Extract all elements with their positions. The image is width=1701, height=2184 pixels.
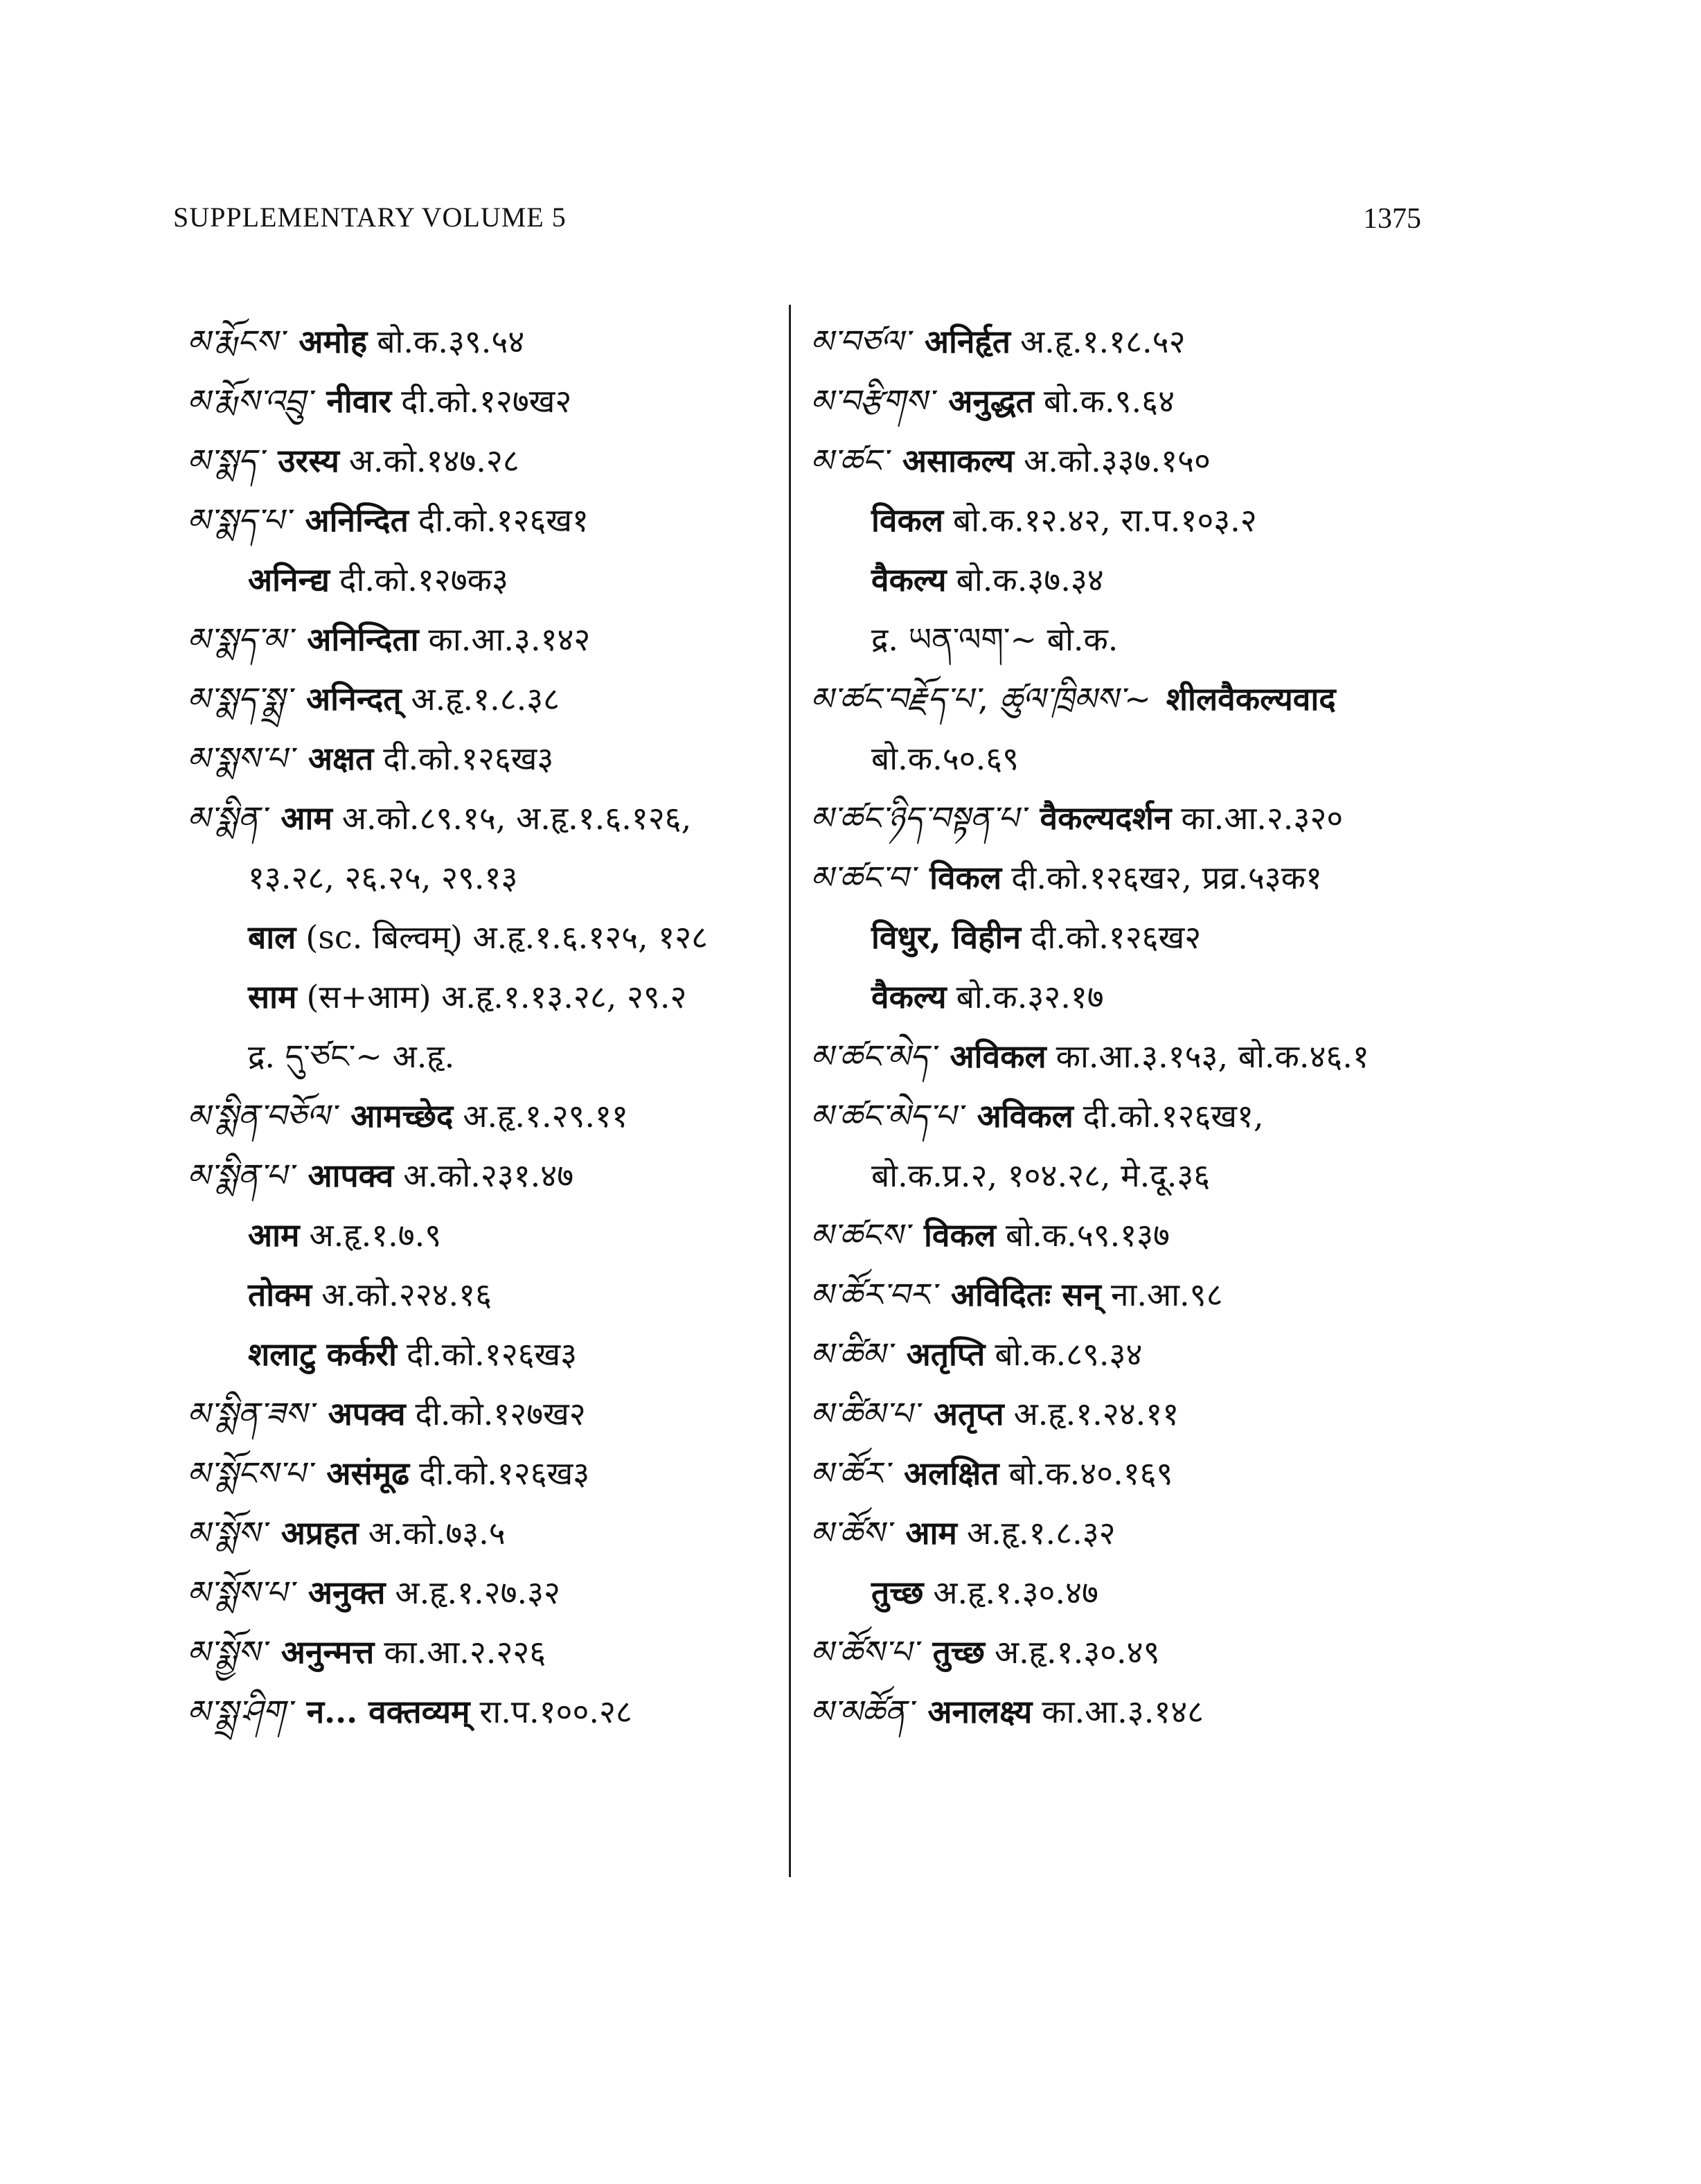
tibetan-headword: མ་སྨད་པ་ [187,501,290,539]
source-reference: दी.को.१२६ख३ [419,1455,590,1492]
source-reference: अ.हृ.१.२९.११ [463,1097,628,1135]
dictionary-entry [810,1205,1538,1265]
dictionary-entry [187,312,776,371]
tibetan-headword: མ་ཚང་བ་ [810,859,915,896]
dictionary-entry [187,1146,776,1205]
dictionary-entry [187,550,776,610]
see-also-marker: द्र. [871,621,909,658]
tibetan-headword: མ་ཚོས་པ་ [810,1633,918,1671]
tibetan-headword: མ་སྨོས་པ་ [187,1574,293,1611]
sanskrit-equivalent: वैकल्यदर्शन [1040,799,1172,837]
sanskrit-equivalent: आमच्छेद [350,1097,454,1135]
dictionary-entry [810,1563,1538,1622]
dictionary-entry [187,1622,776,1682]
dictionary-entry [810,610,1538,669]
dictionary-entry [810,1086,1538,1146]
source-reference: बो.क.८९.३४ [995,1335,1143,1373]
source-reference: १३.२८, २६.२५, २९.१३ [248,859,518,896]
left-column [187,312,776,1741]
sanskrit-equivalent: आपक्व [308,1157,394,1194]
source-reference: दी.को.१२७ख२ [415,1395,586,1432]
tibetan-headword: མ་རྨོས་འབྲུ་ [187,382,312,420]
source-reference: दी.को.१२६ख२, प्रव्र.५३क१ [1011,859,1322,896]
source-reference: अ.हृ.१.८.३२ [966,1514,1116,1552]
right-column [810,312,1538,1741]
tibetan-headword: མ་ཚོར་བར་ [810,1276,936,1313]
dictionary-entry [187,431,776,490]
dictionary-entry [810,669,1538,729]
source-reference: अ.को.१४७.२८ [348,442,519,479]
dictionary-entry [187,1265,776,1324]
tibetan-headword: མ་སྨྲ་ཤིག་ [187,1693,292,1730]
dictionary-entry [810,1622,1538,1682]
dictionary-entry [187,967,776,1027]
dictionary-entry [810,1503,1538,1563]
tibetan-headword: མ་སྨིན་པ་ [187,1157,293,1194]
dictionary-entry [187,371,776,431]
sanskrit-equivalent: आम [248,1216,300,1254]
dictionary-entry [810,1324,1538,1384]
source-reference: दी.को.१२६ख३ [406,1335,578,1373]
sanskrit-equivalent: वैकल्य [871,561,947,598]
page-number: 1375 [1363,203,1421,235]
dictionary-entry [187,729,776,788]
tibetan-headword: མ་ཚིམ་པ་ [810,1395,918,1432]
source-reference: दी.को.१२६ख१, [1083,1097,1264,1135]
source-reference: का.आ.३.१५३, बो.क.४६.१ [1056,1038,1369,1075]
dictionary-entry [810,788,1538,848]
sanskrit-equivalent: अपक्व [328,1395,406,1432]
source-reference: अ.हृ.१.३०.४९ [994,1633,1160,1671]
dictionary-entry [810,550,1538,610]
tibetan-headword: མ་ཚང་མེད་ [810,1038,935,1075]
sanskrit-equivalent: तोक्म [248,1276,312,1313]
dictionary-entry [810,907,1538,967]
dictionary-entry [187,1563,776,1622]
tibetan-headword: མ་ཚང་མེད་པ་ [810,1097,962,1135]
sanskrit-equivalent: न... वक्तव्यम् [306,1693,470,1730]
source-reference: बो.क.९.६४ [1043,382,1175,420]
tibetan-headword: མ་སྨོངས་པ་ [187,1455,312,1492]
tibetan-headword: མ་སྨད་མ་ [187,621,292,658]
tibetan-headword: མ་ཚིམ་ [810,1335,891,1373]
see-also-tibetan: དུ་ཙང་~ [285,1038,382,1075]
tibetan-headword: མ་སྨས་པ་ [187,740,293,777]
dictionary-entry [187,610,776,669]
tibetan-headword: མ་རྨོངས་ [187,323,284,360]
dictionary-entry [187,1086,776,1146]
sanskrit-equivalent: अविकल [977,1097,1074,1135]
source-reference: अ.हृ.१.७.९ [309,1216,442,1254]
source-reference: बो.क.१२.४२, रा.प.१०३.२ [953,501,1257,539]
sanskrit-equivalent: आम [905,1514,957,1552]
tibetan-headword: མ་བརྩིགས་ [810,382,934,420]
dictionary-entry [810,1384,1538,1444]
source-reference: का.आ.३.१४२ [428,621,591,658]
tibetan-headword: མ་མཚོན་ [810,1693,913,1730]
source-reference: बो.क.५९.१३७ [1005,1216,1170,1254]
source-reference: अ.को.७३.५ [368,1514,506,1552]
sanskrit-equivalent: तुच्छ [871,1574,924,1611]
sanskrit-equivalent: अप्रहत [280,1514,359,1552]
dictionary-entry [810,729,1538,788]
sanskrit-equivalent: अविकल [950,1038,1047,1075]
sanskrit-equivalent: नीवार [326,382,392,420]
source-reference: (स+आम) अ.हृ.१.१३.२८, २९.२ [306,978,687,1015]
source-reference: अ.हृ.१.२४.११ [1013,1395,1179,1432]
source-reference: दी.को.१२६ख२ [1030,918,1202,956]
running-header: SUPPLEMENTARY VOLUME 5 [173,202,567,233]
sanskrit-equivalent: विकल [871,501,944,539]
source-reference: बो.क.३९.५४ [377,323,525,360]
dictionary-entry [187,1503,776,1563]
dictionary-entry [810,1444,1538,1503]
source-reference: का.आ.२.२२६ [384,1633,546,1671]
dictionary-entry [187,1027,776,1086]
see-also-marker: द्र. [248,1038,285,1075]
sanskrit-equivalent: अनिर्हृत [924,323,1010,360]
sanskrit-equivalent: विकल [929,859,1002,896]
dictionary-entry [810,431,1538,490]
dictionary-entry [187,490,776,550]
sanskrit-equivalent: अनिन्दित [305,501,409,539]
dictionary-entry [810,848,1538,907]
sanskrit-equivalent: अतृप्त [933,1395,1004,1432]
source-reference: बो.क.५०.६९ [871,740,1019,777]
source-reference: (sc. बिल्वम्) अ.हृ.१.६.१२५, १२८ [305,918,709,956]
sanskrit-equivalent: विधुर, विहीन [871,918,1021,956]
source-reference: अ.हृ. [392,1038,455,1075]
sanskrit-equivalent: अनिन्दत् [306,680,402,718]
tibetan-headword: མ་སྨིན་བཅོལ་ [187,1097,336,1135]
sanskrit-equivalent: वैकल्य [871,978,947,1015]
sanskrit-equivalent: अतृप्ति [906,1335,986,1373]
tibetan-headword: མ་སྨིན་ཟས་ [187,1395,313,1432]
source-reference: बो.क.३२.१७ [956,978,1104,1015]
sanskrit-equivalent: बाल [248,918,296,956]
tibetan-headword: མ་སྨོས་ [187,1514,266,1552]
source-reference: अ.को.२२४.१६ [321,1276,492,1313]
sanskrit-equivalent: अनुक्त [308,1574,386,1611]
source-reference: अ.को.३३७.१५० [1024,442,1211,479]
sanskrit-equivalent: अनिन्दिता [307,621,419,658]
sanskrit-equivalent: विकल [923,1216,996,1254]
source-reference: ना.आ.९८ [1110,1276,1223,1313]
tibetan-headword: མ་ཚང་ [810,442,887,479]
sanskrit-equivalent: असंमूढ [326,1455,410,1492]
source-reference: दी.को.१२७क३ [339,561,508,598]
tibetan-headword: མ་ཚང་བརྗོད་པ་, ཚུལ་ཁྲིམས་~ [810,680,1151,718]
sanskrit-equivalent: अक्षत [308,740,374,777]
sanskrit-equivalent: असाकल्य [902,442,1015,479]
sanskrit-equivalent: अनिन्द्य [248,561,330,598]
tibetan-headword: མ་སྨད་ [187,442,263,479]
dictionary-entry [810,1146,1538,1205]
sanskrit-equivalent: अलक्षित [904,1455,999,1492]
sanskrit-equivalent: अनुद्धत [948,382,1034,420]
source-reference: अ.हृ.१.२७.३२ [395,1574,560,1611]
dictionary-entry [187,1444,776,1503]
dictionary-entry [810,1682,1538,1741]
tibetan-headword: མ་བཙལ་ [810,323,909,360]
dictionary-entry [810,967,1538,1027]
source-reference: का.आ.२.३२० [1181,799,1344,837]
dictionary-entry [187,669,776,729]
source-reference: अ.को.८९.१५, अ.हृ.१.६.१२६, [341,799,692,837]
tibetan-headword: མ་ཚོས་ [810,1514,891,1552]
source-reference: अ.को.२३१.४७ [403,1157,574,1194]
source-reference: बो.क. [1047,621,1119,658]
tibetan-headword: མ་སྨིན་ [187,799,266,837]
tibetan-headword: མ་ཚངས་ [810,1216,909,1254]
tibetan-headword: མ་ཚོར་ [810,1455,889,1492]
source-reference: दी.को.१२६ख३ [383,740,554,777]
dictionary-entry [187,1205,776,1265]
dictionary-entry [810,1265,1538,1324]
dictionary-entry [810,371,1538,431]
dictionary-entry [187,788,776,848]
column-divider [789,305,791,1877]
dictionary-entry [187,1682,776,1741]
sanskrit-equivalent: अमोह [299,323,368,360]
dictionary-entry [187,1324,776,1384]
source-reference: बो.क.प्र.२, १०४.२८, मे.दू.३६ [871,1157,1211,1194]
sanskrit-equivalent: अविदितः सन् [950,1276,1101,1313]
source-reference: अ.हृ.१.३०.४७ [933,1574,1098,1611]
tibetan-headword: མ་སྨད་སྨྲ་ [187,680,292,718]
source-reference: का.आ.३.१४८ [1042,1693,1204,1730]
sanskrit-equivalent: साम [248,978,297,1015]
dictionary-entry [810,490,1538,550]
see-also-tibetan: ཡན་ལག་~ [908,621,1037,658]
dictionary-entry [187,1384,776,1444]
dictionary-entry [187,907,776,967]
dictionary-entry [187,848,776,907]
tibetan-headword: མ་སྨྱོས་ [187,1633,266,1671]
sanskrit-equivalent: अनुन्मत्त [280,1633,375,1671]
source-reference: बो.क.३७.३४ [956,561,1104,598]
dictionary-entry [810,1027,1538,1086]
sanskrit-equivalent: शीलवैकल्यवाद [1166,680,1336,718]
source-reference: दी.को.१२६ख१ [418,501,589,539]
sanskrit-equivalent: तुच्छ [932,1633,985,1671]
dictionary-entry [810,312,1538,371]
sanskrit-equivalent: शलाटु कर्करी [248,1335,397,1373]
sanskrit-equivalent: उरस्य [278,442,339,479]
source-reference: बो.क.४०.१६९ [1008,1455,1173,1492]
source-reference: रा.प.१००.२८ [479,1693,632,1730]
source-reference: अ.हृ.१.८.३८ [411,680,560,718]
sanskrit-equivalent: आम [280,799,332,837]
source-reference: अ.हृ.१.१८.५२ [1019,323,1186,360]
source-reference: दी.को.१२७ख२ [401,382,572,420]
tibetan-headword: མ་ཚང་ཉིད་བསྟན་པ་ [810,799,1025,837]
sanskrit-equivalent: अनालक्ष्य [927,1693,1033,1730]
